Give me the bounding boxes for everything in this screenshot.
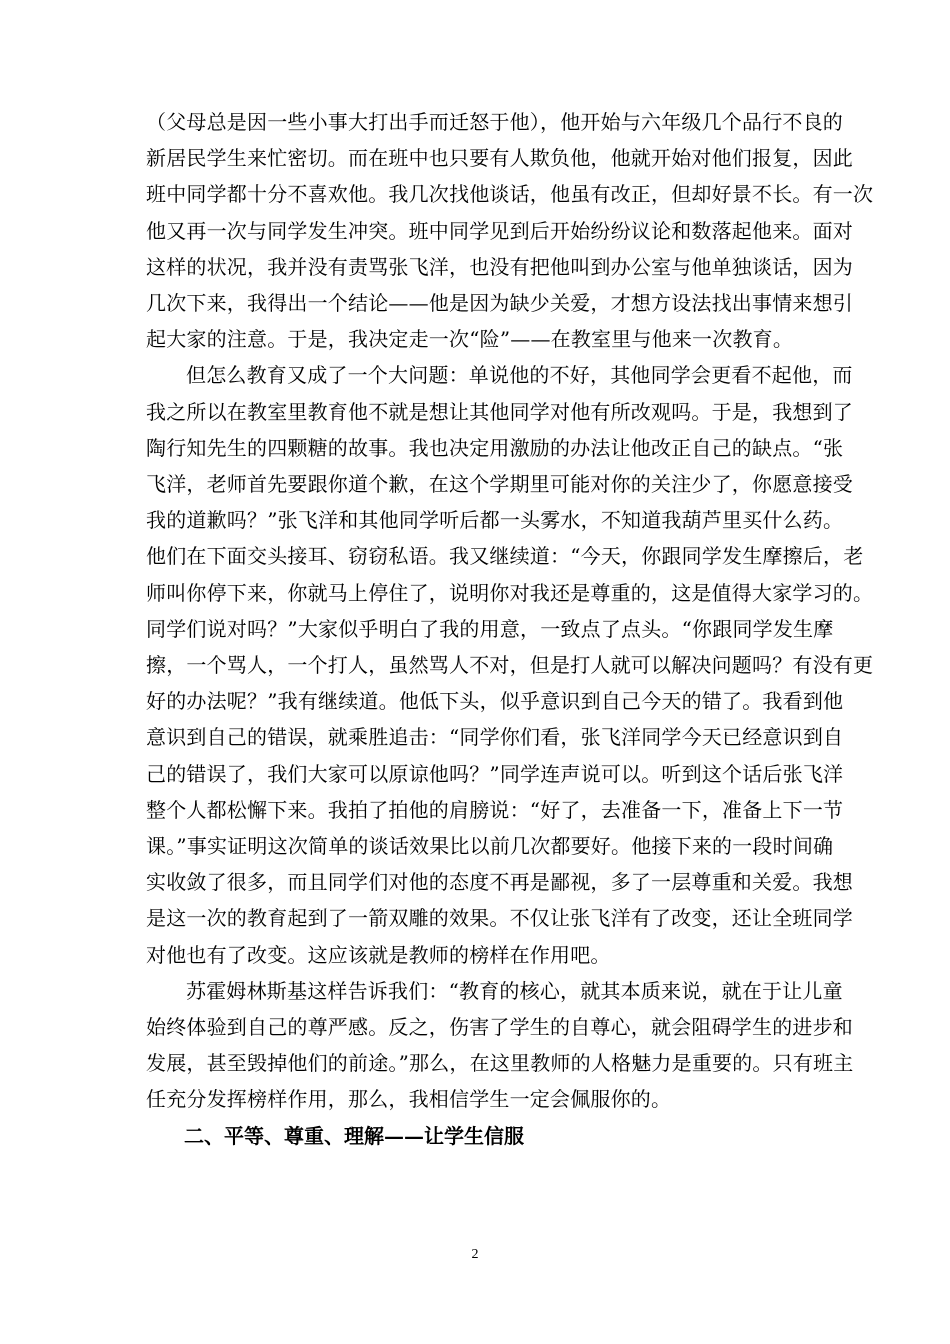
- text-line: 对他也有了改变。这应该就是教师的榜样在作用吧。: [146, 942, 611, 967]
- text-line: 新居民学生来忙密切。而在班中也只要有人欺负他，他就开始对他们报复，因此: [146, 146, 853, 171]
- text-line: 擦，一个骂人，一个打人，虽然骂人不对，但是打人就可以解决问题吗？有没有更: [146, 653, 874, 678]
- text-line: 起大家的注意。于是，我决定走一次“险”——在教室里与他来一次教育。: [146, 327, 794, 352]
- text-line: 我的道歉吗？”张飞洋和其他同学听后都一头雾水，不知道我葫芦里买什么药。: [146, 508, 844, 533]
- text-line: 整个人都松懈下来。我拍了拍他的肩膀说：“好了，去准备一下，准备上下一节: [146, 797, 844, 822]
- section-heading: 二、平等、尊重、理解——让学生信服: [184, 1123, 524, 1148]
- text-line: 课。”事实证明这次简单的谈话效果比以前几次都要好。他接下来的一段时间确: [146, 834, 834, 859]
- text-line: 陶行知先生的四颗糖的故事。我也决定用激励的办法让他改正自己的缺点。“张: [146, 435, 844, 460]
- paragraph-2: [146, 357, 874, 972]
- text-line: 班中同学都十分不喜欢他。我几次找他谈话，他虽有改正，但却好景不长。有一次: [146, 182, 874, 207]
- text-line: 这样的状况，我并没有责骂张飞洋，也没有把他叫到办公室与他单独谈话，因为: [146, 254, 853, 279]
- text-line: 好的办法呢？”我有继续道。他低下头，似乎意识到自己今天的错了。我看到他: [146, 689, 844, 714]
- text-line: 任充分发挥榜样作用，那么，我相信学生一定会佩服你的。: [146, 1087, 672, 1112]
- text-line: 他又再一次与同学发生冲突。班中同学见到后开始纷纷议论和数落起他来。面对: [146, 218, 853, 243]
- text-line: 几次下来，我得出一个结论——他是因为缺少关爱，才想方设法找出事情来想引: [146, 291, 853, 316]
- text-line: 实收敛了很多，而且同学们对他的态度不再是鄙视，多了一层尊重和关爱。我想: [146, 870, 853, 895]
- text-line: 我之所以在教室里教育他不就是想让其他同学对他有所改观吗。于是，我想到了: [146, 399, 853, 424]
- page-number: 2: [471, 1247, 479, 1262]
- text-line: 意识到自己的错误，就乘胜追击：“同学你们看，张飞洋同学今天已经意识到自: [146, 725, 844, 750]
- paragraph-3: [146, 973, 854, 1118]
- text-line: 但怎么教育又成了一个大问题：单说他的不好，其他同学会更看不起他，而: [186, 363, 853, 388]
- text-line: 师叫你停下来，你就马上停住了，说明你对我还是尊重的，这是值得大家学习的。: [146, 580, 874, 605]
- document-page: [146, 104, 874, 1154]
- text-line: 飞洋，老师首先要跟你道个歉，在这个学期里可能对你的关注少了，你愿意接受: [146, 472, 853, 497]
- text-line: 苏霍姆林斯基这样告诉我们：“教育的核心，就其本质来说，就在于让儿童: [186, 978, 843, 1003]
- text-line: 是这一次的教育起到了一箭双雕的效果。不仅让张飞洋有了改变，还让全班同学: [146, 906, 853, 931]
- paragraph-1: [146, 104, 874, 357]
- text-line: 己的错误了，我们大家可以原谅他吗？”同学连声说可以。听到这个话后张飞洋: [146, 761, 844, 786]
- text-line: 他们在下面交头接耳、窃窃私语。我又继续道：“今天，你跟同学发生摩擦后，老: [146, 544, 864, 569]
- text-line: 同学们说对吗？”大家似乎明白了我的用意，一致点了点头。“你跟同学发生摩: [146, 616, 834, 641]
- text-line: （父母总是因一些小事大打出手而迁怒于他），他开始与六年级几个品行不良的: [146, 110, 843, 134]
- text-line: 始终体验到自己的尊严感。反之，伤害了学生的自尊心，就会阻碍学生的进步和: [146, 1015, 853, 1040]
- text-line: 发展，甚至毁掉他们的前途。”那么，在这里教师的人格魅力是重要的。只有班主: [146, 1051, 854, 1076]
